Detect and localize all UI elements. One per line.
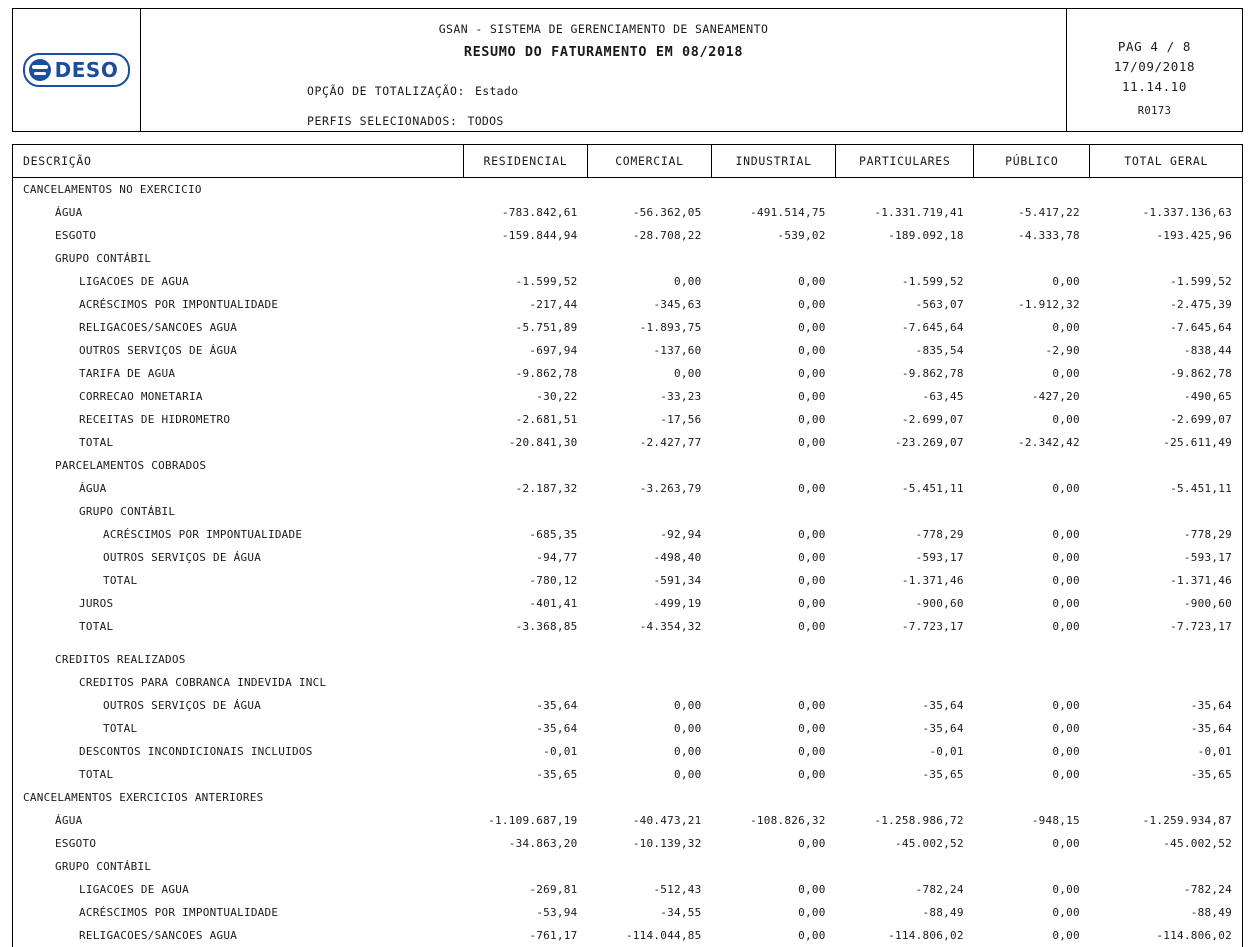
table-row: [13, 523, 1242, 546]
row-value: -697,94: [463, 339, 587, 362]
row-value: -2.699,07: [1090, 408, 1242, 431]
row-value: -1.599,52: [836, 270, 974, 293]
row-value: [587, 247, 711, 270]
table-row: [13, 648, 1242, 671]
row-value: 0,00: [587, 694, 711, 717]
row-label: ESGOTO: [13, 832, 463, 855]
table-row: [13, 546, 1242, 569]
row-value: -0,01: [463, 740, 587, 763]
report-header: [12, 8, 1243, 132]
row-value: 0,00: [587, 717, 711, 740]
row-value: [974, 454, 1090, 477]
row-value: -1.371,46: [1090, 569, 1242, 592]
row-value: 0,00: [712, 832, 836, 855]
row-value: 0,00: [974, 270, 1090, 293]
row-value: -4.333,78: [974, 224, 1090, 247]
row-value: [1090, 178, 1242, 202]
row-value: [974, 671, 1090, 694]
row-value: 0,00: [712, 293, 836, 316]
row-value: 0,00: [974, 316, 1090, 339]
row-value: 0,00: [974, 592, 1090, 615]
row-label: RECEITAS DE HIDROMETRO: [13, 408, 463, 431]
row-value: -189.092,18: [836, 224, 974, 247]
column-header-particulares: PARTICULARES: [836, 145, 974, 178]
row-label: TOTAL: [13, 615, 463, 638]
row-value: -900,60: [1090, 592, 1242, 615]
row-value: -40.473,21: [587, 809, 711, 832]
table-row: [13, 901, 1242, 924]
row-value: [463, 855, 587, 878]
row-value: -3.368,85: [463, 615, 587, 638]
row-value: 0,00: [974, 763, 1090, 786]
row-value: -5.751,89: [463, 316, 587, 339]
row-value: -35,64: [836, 694, 974, 717]
report-title: RESUMO DO FATURAMENTO EM 08/2018: [141, 44, 1066, 60]
table-row: [13, 178, 1242, 202]
table-row: [13, 615, 1242, 638]
column-header-residencial: RESIDENCIAL: [463, 145, 587, 178]
row-label: RELIGACOES/SANCOES AGUA: [13, 924, 463, 947]
row-value: 0,00: [712, 569, 836, 592]
row-label: ESGOTO: [13, 224, 463, 247]
row-value: [712, 247, 836, 270]
row-value: 0,00: [712, 316, 836, 339]
row-value: -9.862,78: [463, 362, 587, 385]
row-value: -1.258.986,72: [836, 809, 974, 832]
row-value: -685,35: [463, 523, 587, 546]
row-value: -2.427,77: [587, 431, 711, 454]
row-value: [974, 178, 1090, 202]
row-value: -1.331.719,41: [836, 201, 974, 224]
row-label: ACRÉSCIMOS POR IMPONTUALIDADE: [13, 901, 463, 924]
row-value: -2.187,32: [463, 477, 587, 500]
row-value: 0,00: [712, 546, 836, 569]
row-value: -5.417,22: [974, 201, 1090, 224]
row-value: -401,41: [463, 592, 587, 615]
row-value: -9.862,78: [1090, 362, 1242, 385]
table-row: [13, 878, 1242, 901]
row-value: -783.842,61: [463, 201, 587, 224]
row-value: -159.844,94: [463, 224, 587, 247]
logo-text: DESO: [55, 58, 119, 82]
billing-summary-table: [13, 145, 1242, 947]
row-value: -23.269,07: [836, 431, 974, 454]
row-value: -778,29: [836, 523, 974, 546]
row-value: [712, 454, 836, 477]
row-value: [712, 786, 836, 809]
row-value: [1090, 648, 1242, 671]
row-value: -114.806,02: [1090, 924, 1242, 947]
report-time: 11.14.10: [1067, 77, 1242, 97]
row-value: -3.263,79: [587, 477, 711, 500]
row-value: 0,00: [712, 924, 836, 947]
row-value: -782,24: [836, 878, 974, 901]
row-value: [974, 247, 1090, 270]
row-value: -593,17: [836, 546, 974, 569]
row-value: -345,63: [587, 293, 711, 316]
row-value: [712, 648, 836, 671]
row-value: 0,00: [712, 408, 836, 431]
table-row: [13, 592, 1242, 615]
table-header-row: [13, 145, 1242, 178]
row-value: -499,19: [587, 592, 711, 615]
row-value: 0,00: [587, 270, 711, 293]
row-value: -5.451,11: [836, 477, 974, 500]
row-value: -5.451,11: [1090, 477, 1242, 500]
row-value: -10.139,32: [587, 832, 711, 855]
deso-logo-icon: [23, 53, 131, 87]
row-value: -137,60: [587, 339, 711, 362]
row-value: -63,45: [836, 385, 974, 408]
row-value: -1.337.136,63: [1090, 201, 1242, 224]
row-value: 0,00: [974, 569, 1090, 592]
row-value: [1090, 454, 1242, 477]
row-value: -30,22: [463, 385, 587, 408]
row-value: 0,00: [712, 694, 836, 717]
row-value: [463, 500, 587, 523]
row-value: 0,00: [712, 878, 836, 901]
table-row: [13, 454, 1242, 477]
row-label: LIGACOES DE AGUA: [13, 270, 463, 293]
row-value: 0,00: [712, 477, 836, 500]
table-row: [13, 224, 1242, 247]
table-row: [13, 408, 1242, 431]
row-value: -2.475,39: [1090, 293, 1242, 316]
row-label: CORRECAO MONETARIA: [13, 385, 463, 408]
row-label: OUTROS SERVIÇOS DE ÁGUA: [13, 694, 463, 717]
row-value: -7.645,64: [836, 316, 974, 339]
table-row: [13, 270, 1242, 293]
profiles-value: TODOS: [467, 114, 503, 128]
row-value: -33,23: [587, 385, 711, 408]
row-value: -491.514,75: [712, 201, 836, 224]
row-value: 0,00: [974, 832, 1090, 855]
row-value: -88,49: [1090, 901, 1242, 924]
row-label: ÁGUA: [13, 201, 463, 224]
report-date: 17/09/2018: [1067, 57, 1242, 77]
row-value: -948,15: [974, 809, 1090, 832]
row-label: TOTAL: [13, 763, 463, 786]
row-value: -9.862,78: [836, 362, 974, 385]
profiles-label: PERFIS SELECIONADOS:: [307, 114, 457, 128]
row-value: [587, 454, 711, 477]
spacer-cell: [13, 638, 1242, 648]
row-value: 0,00: [712, 740, 836, 763]
row-value: [463, 786, 587, 809]
row-value: 0,00: [712, 901, 836, 924]
row-value: -217,44: [463, 293, 587, 316]
row-value: -780,12: [463, 569, 587, 592]
column-header-comercial: COMERCIAL: [587, 145, 711, 178]
row-value: [712, 671, 836, 694]
row-value: [836, 648, 974, 671]
row-value: -35,64: [836, 717, 974, 740]
row-value: 0,00: [974, 694, 1090, 717]
row-value: 0,00: [974, 615, 1090, 638]
row-value: [836, 500, 974, 523]
row-value: -34,55: [587, 901, 711, 924]
row-value: 0,00: [712, 385, 836, 408]
row-value: -53,94: [463, 901, 587, 924]
row-value: -2.699,07: [836, 408, 974, 431]
table-row: [13, 339, 1242, 362]
row-value: [974, 648, 1090, 671]
row-value: -4.354,32: [587, 615, 711, 638]
column-header-publico: PÚBLICO: [974, 145, 1090, 178]
table-row: [13, 385, 1242, 408]
row-value: 0,00: [712, 362, 836, 385]
page-info: PAG 4 / 8: [1067, 37, 1242, 57]
row-label: DESCONTOS INCONDICIONAIS INCLUIDOS: [13, 740, 463, 763]
row-label: LIGACOES DE AGUA: [13, 878, 463, 901]
row-value: [463, 671, 587, 694]
row-value: -490,65: [1090, 385, 1242, 408]
table-row: [13, 500, 1242, 523]
row-value: -1.599,52: [463, 270, 587, 293]
row-value: -35,65: [1090, 763, 1242, 786]
row-value: -114.806,02: [836, 924, 974, 947]
row-value: -45.002,52: [836, 832, 974, 855]
row-value: 0,00: [974, 717, 1090, 740]
row-label: TOTAL: [13, 569, 463, 592]
row-value: -7.723,17: [836, 615, 974, 638]
row-value: [836, 178, 974, 202]
table-row: [13, 786, 1242, 809]
table-row: [13, 763, 1242, 786]
row-value: -28.708,22: [587, 224, 711, 247]
row-value: 0,00: [974, 924, 1090, 947]
row-value: -35,64: [463, 717, 587, 740]
row-label: OUTROS SERVIÇOS DE ÁGUA: [13, 546, 463, 569]
header-meta: [1066, 9, 1242, 131]
row-value: -1.893,75: [587, 316, 711, 339]
row-label: GRUPO CONTÁBIL: [13, 855, 463, 878]
row-value: -838,44: [1090, 339, 1242, 362]
system-name: GSAN - SISTEMA DE GERENCIAMENTO DE SANEAMENTO: [141, 22, 1066, 36]
row-value: -45.002,52: [1090, 832, 1242, 855]
row-value: -539,02: [712, 224, 836, 247]
row-value: -427,20: [974, 385, 1090, 408]
row-value: 0,00: [587, 763, 711, 786]
row-value: -34.863,20: [463, 832, 587, 855]
column-header-total-geral: TOTAL GERAL: [1090, 145, 1242, 178]
row-value: -114.044,85: [587, 924, 711, 947]
table-row: [13, 316, 1242, 339]
row-value: [587, 671, 711, 694]
table-row: [13, 832, 1242, 855]
row-value: -35,64: [1090, 717, 1242, 740]
row-value: -35,64: [1090, 694, 1242, 717]
row-value: -88,49: [836, 901, 974, 924]
row-value: [587, 855, 711, 878]
row-value: -498,40: [587, 546, 711, 569]
row-value: -1.109.687,19: [463, 809, 587, 832]
row-value: -782,24: [1090, 878, 1242, 901]
logo-container: [13, 9, 141, 131]
row-value: -591,34: [587, 569, 711, 592]
row-value: -20.841,30: [463, 431, 587, 454]
column-header-industrial: INDUSTRIAL: [712, 145, 836, 178]
row-value: -108.826,32: [712, 809, 836, 832]
row-label: RELIGACOES/SANCOES AGUA: [13, 316, 463, 339]
row-value: 0,00: [974, 523, 1090, 546]
row-value: -2.681,51: [463, 408, 587, 431]
row-value: 0,00: [712, 717, 836, 740]
row-value: [587, 648, 711, 671]
row-value: -2.342,42: [974, 431, 1090, 454]
row-value: 0,00: [712, 763, 836, 786]
table-body: [13, 178, 1242, 947]
row-value: [1090, 500, 1242, 523]
row-value: -1.259.934,87: [1090, 809, 1242, 832]
table-row: [13, 293, 1242, 316]
row-label: CREDITOS PARA COBRANCA INDEVIDA INCL: [13, 671, 463, 694]
row-value: 0,00: [974, 477, 1090, 500]
row-value: [587, 500, 711, 523]
row-label: ACRÉSCIMOS POR IMPONTUALIDADE: [13, 293, 463, 316]
table-row: [13, 671, 1242, 694]
row-label: ÁGUA: [13, 809, 463, 832]
row-label: ACRÉSCIMOS POR IMPONTUALIDADE: [13, 523, 463, 546]
row-value: 0,00: [712, 615, 836, 638]
table-row: [13, 247, 1242, 270]
row-value: -593,17: [1090, 546, 1242, 569]
row-value: [587, 178, 711, 202]
report-code: R0173: [1067, 101, 1242, 121]
table-row: [13, 477, 1242, 500]
row-value: [463, 454, 587, 477]
column-header-descricao: DESCRIÇÃO: [13, 145, 463, 178]
row-value: [712, 178, 836, 202]
row-value: -35,65: [463, 763, 587, 786]
header-options: [141, 76, 1066, 136]
row-label: CREDITOS REALIZADOS: [13, 648, 463, 671]
row-label: TOTAL: [13, 431, 463, 454]
row-value: -1.371,46: [836, 569, 974, 592]
row-value: -35,65: [836, 763, 974, 786]
totalization-option-value: Estado: [475, 84, 518, 98]
table-row: [13, 569, 1242, 592]
row-value: [1090, 247, 1242, 270]
row-value: [836, 454, 974, 477]
row-value: -512,43: [587, 878, 711, 901]
row-value: 0,00: [587, 740, 711, 763]
logo-droplet-icon: [29, 59, 51, 81]
row-value: [974, 786, 1090, 809]
table-row: [13, 201, 1242, 224]
row-value: [1090, 786, 1242, 809]
row-value: -193.425,96: [1090, 224, 1242, 247]
row-value: 0,00: [712, 270, 836, 293]
row-value: 0,00: [974, 878, 1090, 901]
row-value: -1.599,52: [1090, 270, 1242, 293]
row-value: [974, 855, 1090, 878]
row-value: -761,17: [463, 924, 587, 947]
row-value: -835,54: [836, 339, 974, 362]
table-row: [13, 694, 1242, 717]
table-row: [13, 855, 1242, 878]
row-value: [974, 500, 1090, 523]
row-value: 0,00: [974, 901, 1090, 924]
row-value: [836, 671, 974, 694]
profiles-row: [307, 106, 1066, 136]
row-value: [587, 786, 711, 809]
row-value: -778,29: [1090, 523, 1242, 546]
table-row: [13, 362, 1242, 385]
row-label: ÁGUA: [13, 477, 463, 500]
row-value: -94,77: [463, 546, 587, 569]
row-value: -92,94: [587, 523, 711, 546]
row-value: -7.723,17: [1090, 615, 1242, 638]
row-label: CANCELAMENTOS NO EXERCICIO: [13, 178, 463, 202]
row-value: [836, 247, 974, 270]
row-value: [712, 500, 836, 523]
row-value: 0,00: [587, 362, 711, 385]
row-value: -25.611,49: [1090, 431, 1242, 454]
row-value: -2,90: [974, 339, 1090, 362]
row-label: TOTAL: [13, 717, 463, 740]
row-value: 0,00: [974, 740, 1090, 763]
table-row: [13, 717, 1242, 740]
row-label: PARCELAMENTOS COBRADOS: [13, 454, 463, 477]
row-value: [1090, 855, 1242, 878]
row-value: [836, 855, 974, 878]
totalization-option-label: OPÇÃO DE TOTALIZAÇÃO:: [307, 84, 465, 98]
row-label: TARIFA DE AGUA: [13, 362, 463, 385]
row-label: JUROS: [13, 592, 463, 615]
table-spacer-row: [13, 638, 1242, 648]
row-value: -17,56: [587, 408, 711, 431]
row-value: -563,07: [836, 293, 974, 316]
row-value: 0,00: [974, 546, 1090, 569]
row-value: 0,00: [974, 408, 1090, 431]
row-value: -56.362,05: [587, 201, 711, 224]
row-value: -0,01: [1090, 740, 1242, 763]
row-value: [712, 855, 836, 878]
row-value: -1.912,32: [974, 293, 1090, 316]
table-row: [13, 809, 1242, 832]
row-value: [1090, 671, 1242, 694]
row-value: [836, 786, 974, 809]
row-value: -35,64: [463, 694, 587, 717]
report-table-container: [12, 144, 1243, 947]
row-value: [463, 178, 587, 202]
table-row: [13, 431, 1242, 454]
row-value: -269,81: [463, 878, 587, 901]
table-row: [13, 924, 1242, 947]
row-value: 0,00: [712, 431, 836, 454]
row-label: OUTROS SERVIÇOS DE ÁGUA: [13, 339, 463, 362]
row-label: CANCELAMENTOS EXERCICIOS ANTERIORES: [13, 786, 463, 809]
row-value: [463, 648, 587, 671]
row-label: GRUPO CONTÁBIL: [13, 500, 463, 523]
row-value: 0,00: [712, 339, 836, 362]
row-value: [463, 247, 587, 270]
header-center: [141, 9, 1066, 131]
row-value: 0,00: [974, 362, 1090, 385]
row-label: GRUPO CONTÁBIL: [13, 247, 463, 270]
row-value: 0,00: [712, 592, 836, 615]
row-value: -900,60: [836, 592, 974, 615]
row-value: -7.645,64: [1090, 316, 1242, 339]
table-row: [13, 740, 1242, 763]
row-value: -0,01: [836, 740, 974, 763]
totalization-option-row: [307, 76, 1066, 106]
row-value: 0,00: [712, 523, 836, 546]
